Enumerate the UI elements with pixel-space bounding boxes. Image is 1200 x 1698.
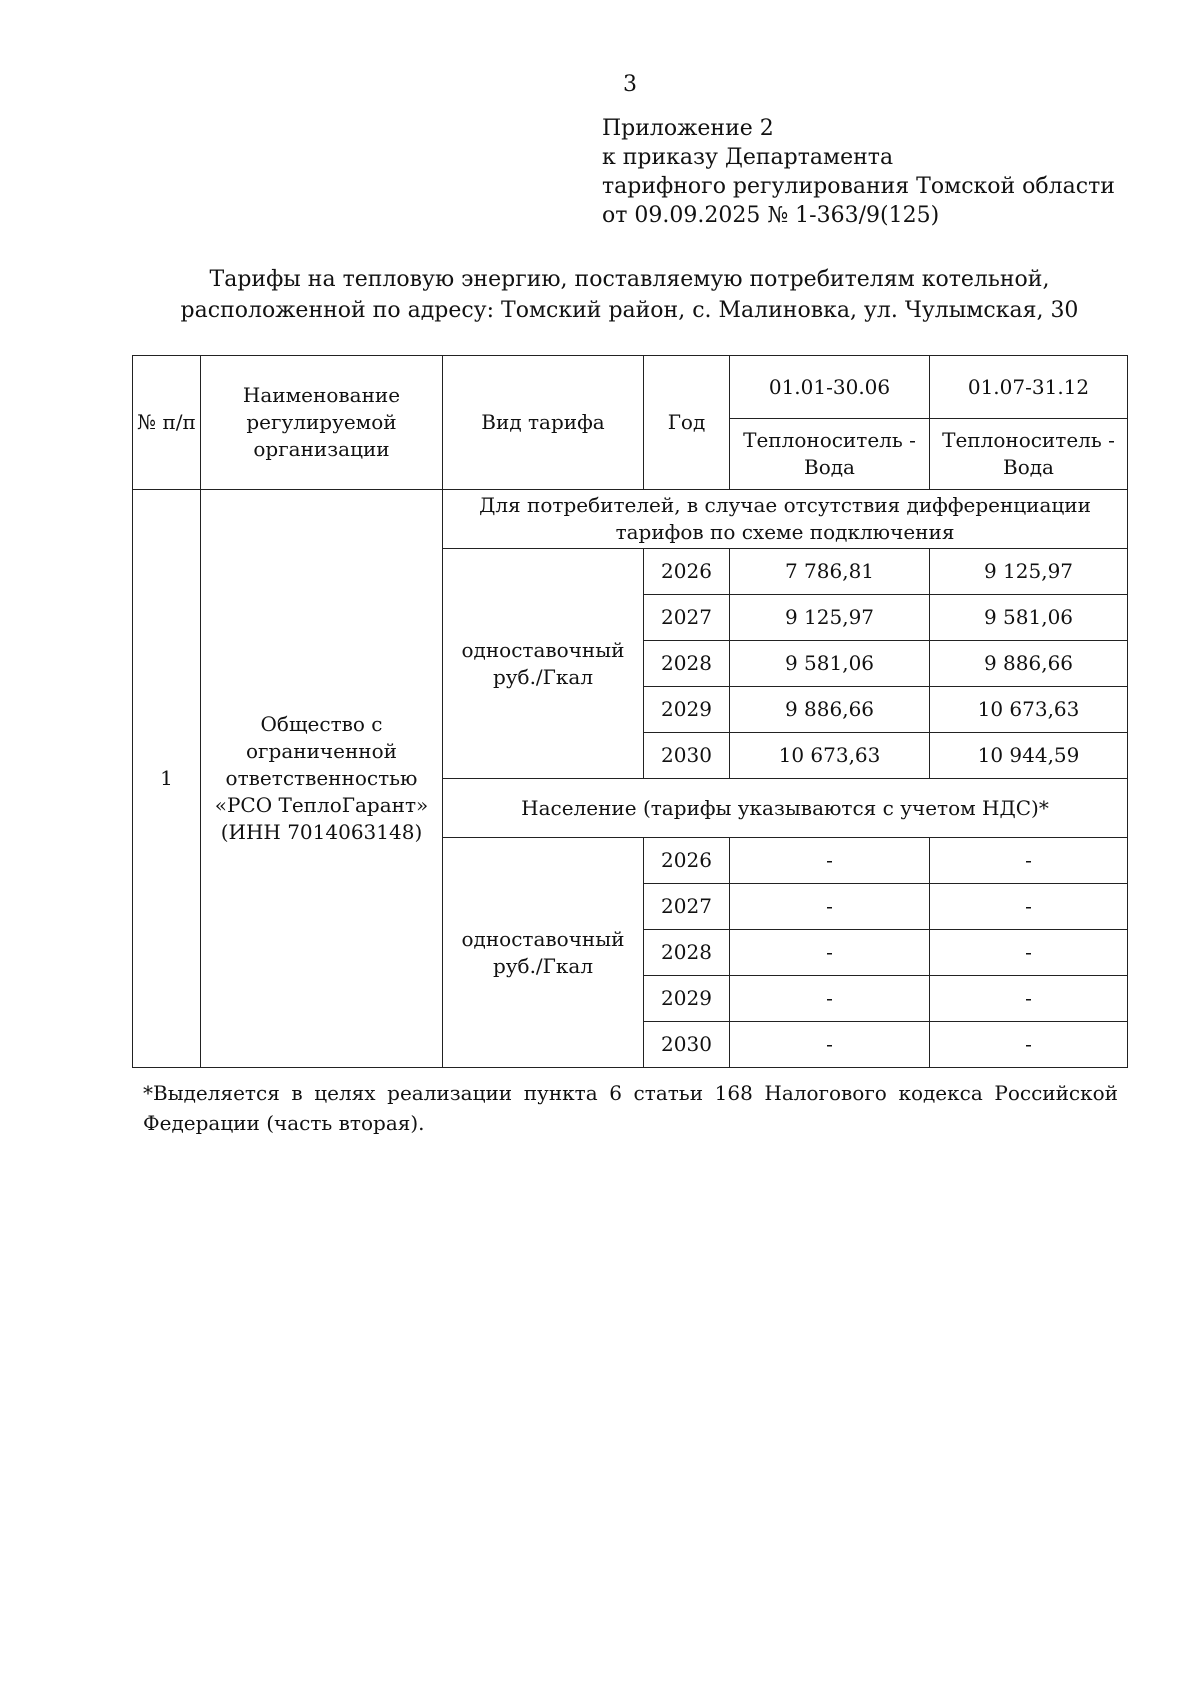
year-cell: 2027 bbox=[644, 884, 730, 930]
tariff-value-period-1: - bbox=[730, 930, 930, 976]
tariff-value-period-2: 10 673,63 bbox=[930, 687, 1128, 733]
tariff-value-period-2: 9 581,06 bbox=[930, 595, 1128, 641]
footnote-line: *Выделяется в целях реализации пункта 6 статьи 168 Налогового кодекса Российской bbox=[143, 1081, 1118, 1105]
header-tariff-type: Вид тарифа bbox=[443, 356, 644, 490]
header-num: № п/п bbox=[133, 356, 201, 490]
tariff-table bbox=[132, 355, 1128, 1068]
year-cell: 2026 bbox=[644, 549, 730, 595]
section-title: Население (тарифы указываются с учетом НДС)* bbox=[443, 779, 1128, 838]
footnote bbox=[143, 1078, 1118, 1138]
tariff-value-period-1: - bbox=[730, 1022, 930, 1068]
section-title: Для потребителей, в случае отсутствия дифференциации тарифов по схеме подключения bbox=[443, 490, 1128, 549]
tariff-value-period-1: 9 886,66 bbox=[730, 687, 930, 733]
tariff-value-period-2: - bbox=[930, 1022, 1128, 1068]
footnote-line: Федерации (часть вторая). bbox=[143, 1111, 425, 1135]
year-cell: 2028 bbox=[644, 641, 730, 687]
year-cell: 2030 bbox=[644, 1022, 730, 1068]
appendix-block bbox=[602, 114, 1115, 230]
tariff-value-period-1: - bbox=[730, 884, 930, 930]
year-cell: 2030 bbox=[644, 733, 730, 779]
year-cell: 2029 bbox=[644, 976, 730, 1022]
header-org: Наименование регулируемой организации bbox=[201, 356, 443, 490]
tariff-value-period-1: 9 581,06 bbox=[730, 641, 930, 687]
row-number: 1 bbox=[133, 490, 201, 1068]
header-period-1: 01.01-30.06 bbox=[730, 356, 930, 419]
header-period-2: 01.07-31.12 bbox=[930, 356, 1128, 419]
tariff-value-period-2: - bbox=[930, 884, 1128, 930]
tariff-value-period-1: 10 673,63 bbox=[730, 733, 930, 779]
year-cell: 2029 bbox=[644, 687, 730, 733]
tariff-value-period-1: - bbox=[730, 838, 930, 884]
tariff-value-period-2: - bbox=[930, 838, 1128, 884]
table-header-row bbox=[133, 356, 1128, 419]
header-carrier-1: Теплоноситель - Вода bbox=[730, 419, 930, 490]
year-cell: 2026 bbox=[644, 838, 730, 884]
appendix-line: Приложение 2 bbox=[602, 116, 774, 141]
tariff-value-period-2: 9 125,97 bbox=[930, 549, 1128, 595]
tariff-value-period-2: - bbox=[930, 976, 1128, 1022]
page-number: 3 bbox=[623, 72, 637, 97]
tariff-value-period-1: 7 786,81 bbox=[730, 549, 930, 595]
organization-name: Общество с ограниченной ответственностью «РСО ТеплоГарант» (ИНН 7014063148) bbox=[201, 490, 443, 1068]
document-title-line: расположенной по адресу: Томский район, с. Малиновка, ул. Чулымская, 30 bbox=[180, 298, 1079, 323]
tariff-value-period-2: 10 944,59 bbox=[930, 733, 1128, 779]
tariff-value-period-2: - bbox=[930, 930, 1128, 976]
tariff-value-period-1: 9 125,97 bbox=[730, 595, 930, 641]
tariff-type-cell: одноставочный руб./Гкал bbox=[443, 549, 644, 779]
appendix-line: тарифного регулирования Томской области bbox=[602, 174, 1115, 199]
appendix-line: от 09.09.2025 № 1-363/9(125) bbox=[602, 203, 940, 228]
year-cell: 2028 bbox=[644, 930, 730, 976]
appendix-line: к приказу Департамента bbox=[602, 145, 894, 170]
tariff-value-period-2: 9 886,66 bbox=[930, 641, 1128, 687]
header-year: Год bbox=[644, 356, 730, 490]
document-title-line: Тарифы на тепловую энергию, поставляемую потребителям котельной, bbox=[209, 267, 1050, 292]
header-carrier-2: Теплоноситель - Вода bbox=[930, 419, 1128, 490]
section-title-row bbox=[133, 490, 1128, 549]
tariff-type-cell: одноставочный руб./Гкал bbox=[443, 838, 644, 1068]
tariff-value-period-1: - bbox=[730, 976, 930, 1022]
document-title bbox=[133, 264, 1126, 326]
year-cell: 2027 bbox=[644, 595, 730, 641]
